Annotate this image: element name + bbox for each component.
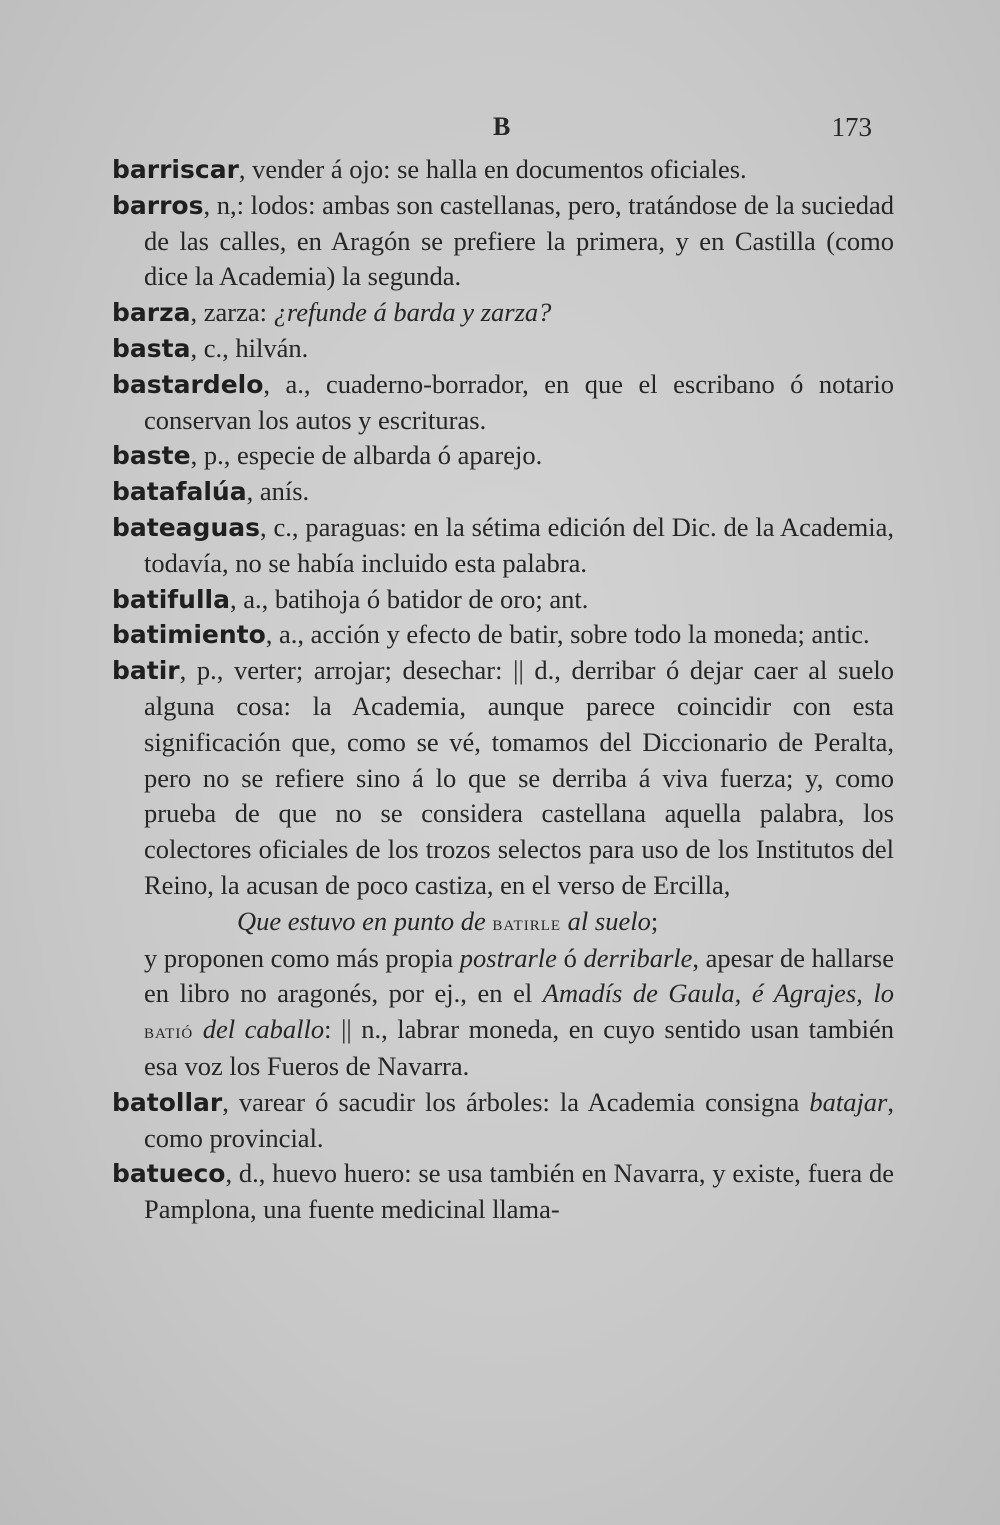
entry-bastardelo xyxy=(112,367,894,439)
headword: batimiento xyxy=(112,620,266,650)
definition: , c., paraguas: en la sétima edición del Dic. de la Academia, todavía, no se había incluido esta palabra. xyxy=(144,511,894,578)
verse-text: Que estuvo en punto de xyxy=(237,905,493,936)
entry-batafalua xyxy=(112,474,894,510)
page-number: 173 xyxy=(831,112,872,142)
definition: , d., huevo huero: se usa también en Navarra, y existe, fuera de Pamplona, una fuente medicinal llama- xyxy=(144,1158,894,1225)
entry-batollar xyxy=(112,1085,894,1157)
definition: , p., especie de albarda ó aparejo. xyxy=(190,440,543,471)
headword: bastardelo xyxy=(112,369,264,399)
entry-barza xyxy=(112,295,894,331)
verse-text-end: al suelo xyxy=(561,905,651,936)
entry-batimiento xyxy=(112,617,894,653)
definition: , anís. xyxy=(246,476,310,507)
entry-batueco xyxy=(112,1156,894,1228)
text: y proponen como más propia xyxy=(144,942,460,973)
definition: , a., cuaderno-borrador, en que el escribano ó notario conservan los autos y escrituras. xyxy=(144,368,894,435)
dictionary-body xyxy=(112,152,894,1228)
headword: baste xyxy=(112,441,191,471)
headword: batueco xyxy=(112,1159,226,1189)
text: : || n., labrar moneda, en cuyo sentido usan también esa voz los Fueros de Navarra. xyxy=(144,1014,894,1081)
italic-note: ¿refunde á barda y zarza? xyxy=(273,297,552,328)
definition: , c., hilván. xyxy=(190,332,309,363)
entry-batifulla xyxy=(112,582,894,618)
definition: , varear ó sacudir los árboles: la Academia consigna xyxy=(222,1086,810,1117)
definition: , a., batihoja ó batidor de oro; ant. xyxy=(229,583,589,614)
verse-punct: ; xyxy=(650,905,659,936)
page-header xyxy=(110,112,880,146)
verse-smallcaps: batirle xyxy=(492,909,562,935)
text: , apesar de hallarse en libro no aragonés, por ej., en el xyxy=(144,942,894,1009)
headword: barza xyxy=(112,298,191,328)
headword: barros xyxy=(112,190,204,220)
italic-citation-end: del caballo xyxy=(193,1014,325,1045)
definition: , a., acción y efecto de batir, sobre todo la moneda; antic. xyxy=(265,619,870,650)
definition: , n,: lodos: ambas son castellanas, pero, tratándose de la suciedad de las calles, en Aragón se prefiere la primera, y en Castilla (como dice la Academia) la segunda. xyxy=(144,189,894,292)
definition: , vender á ojo: se halla en documentos oficiales. xyxy=(238,154,747,184)
entry-bateaguas xyxy=(112,510,894,582)
entry-barriscar xyxy=(112,152,894,188)
headword: batafalúa xyxy=(112,477,247,507)
headword: barriscar xyxy=(112,155,239,184)
entry-batir-continuation xyxy=(112,941,894,1085)
smallcaps-term: batió xyxy=(144,1018,194,1044)
headword: batollar xyxy=(112,1087,223,1117)
italic-term: batajar xyxy=(809,1086,888,1117)
italic-term: postrarle xyxy=(459,942,557,973)
entry-basta xyxy=(112,331,894,367)
definition: , p., verter; arrojar; desechar: || d., derribar ó dejar caer al suelo alguna cosa: la Academia, aunque parece coincidir con esta significación que, como se vé, tomamos del Diccionario de Peralta, pero no se refiere sino á lo que se derriba á viva fuerza; y, como prueba de que no se considera castellana aquella palabra, los colectores oficiales de los trozos selectos para uso de los Institutos del Reino, la acusan de poco castiza, en el verso de Ercilla, xyxy=(144,655,894,900)
section-letter: B xyxy=(493,112,512,141)
verse-quote xyxy=(112,904,894,941)
entry-baste xyxy=(112,438,894,474)
italic-citation: Amadís de Gaula, é Agrajes, lo xyxy=(542,978,894,1009)
entry-batir xyxy=(112,653,894,904)
text: ó xyxy=(556,942,584,973)
headword: basta xyxy=(112,333,191,363)
headword: batir xyxy=(112,656,180,686)
definition: , zarza: xyxy=(190,297,274,328)
italic-term: derribarle xyxy=(583,942,693,973)
entry-barros xyxy=(112,188,894,295)
headword: batifulla xyxy=(112,584,230,614)
definition-end: , como provincial. xyxy=(144,1086,894,1153)
headword: bateaguas xyxy=(112,512,260,542)
